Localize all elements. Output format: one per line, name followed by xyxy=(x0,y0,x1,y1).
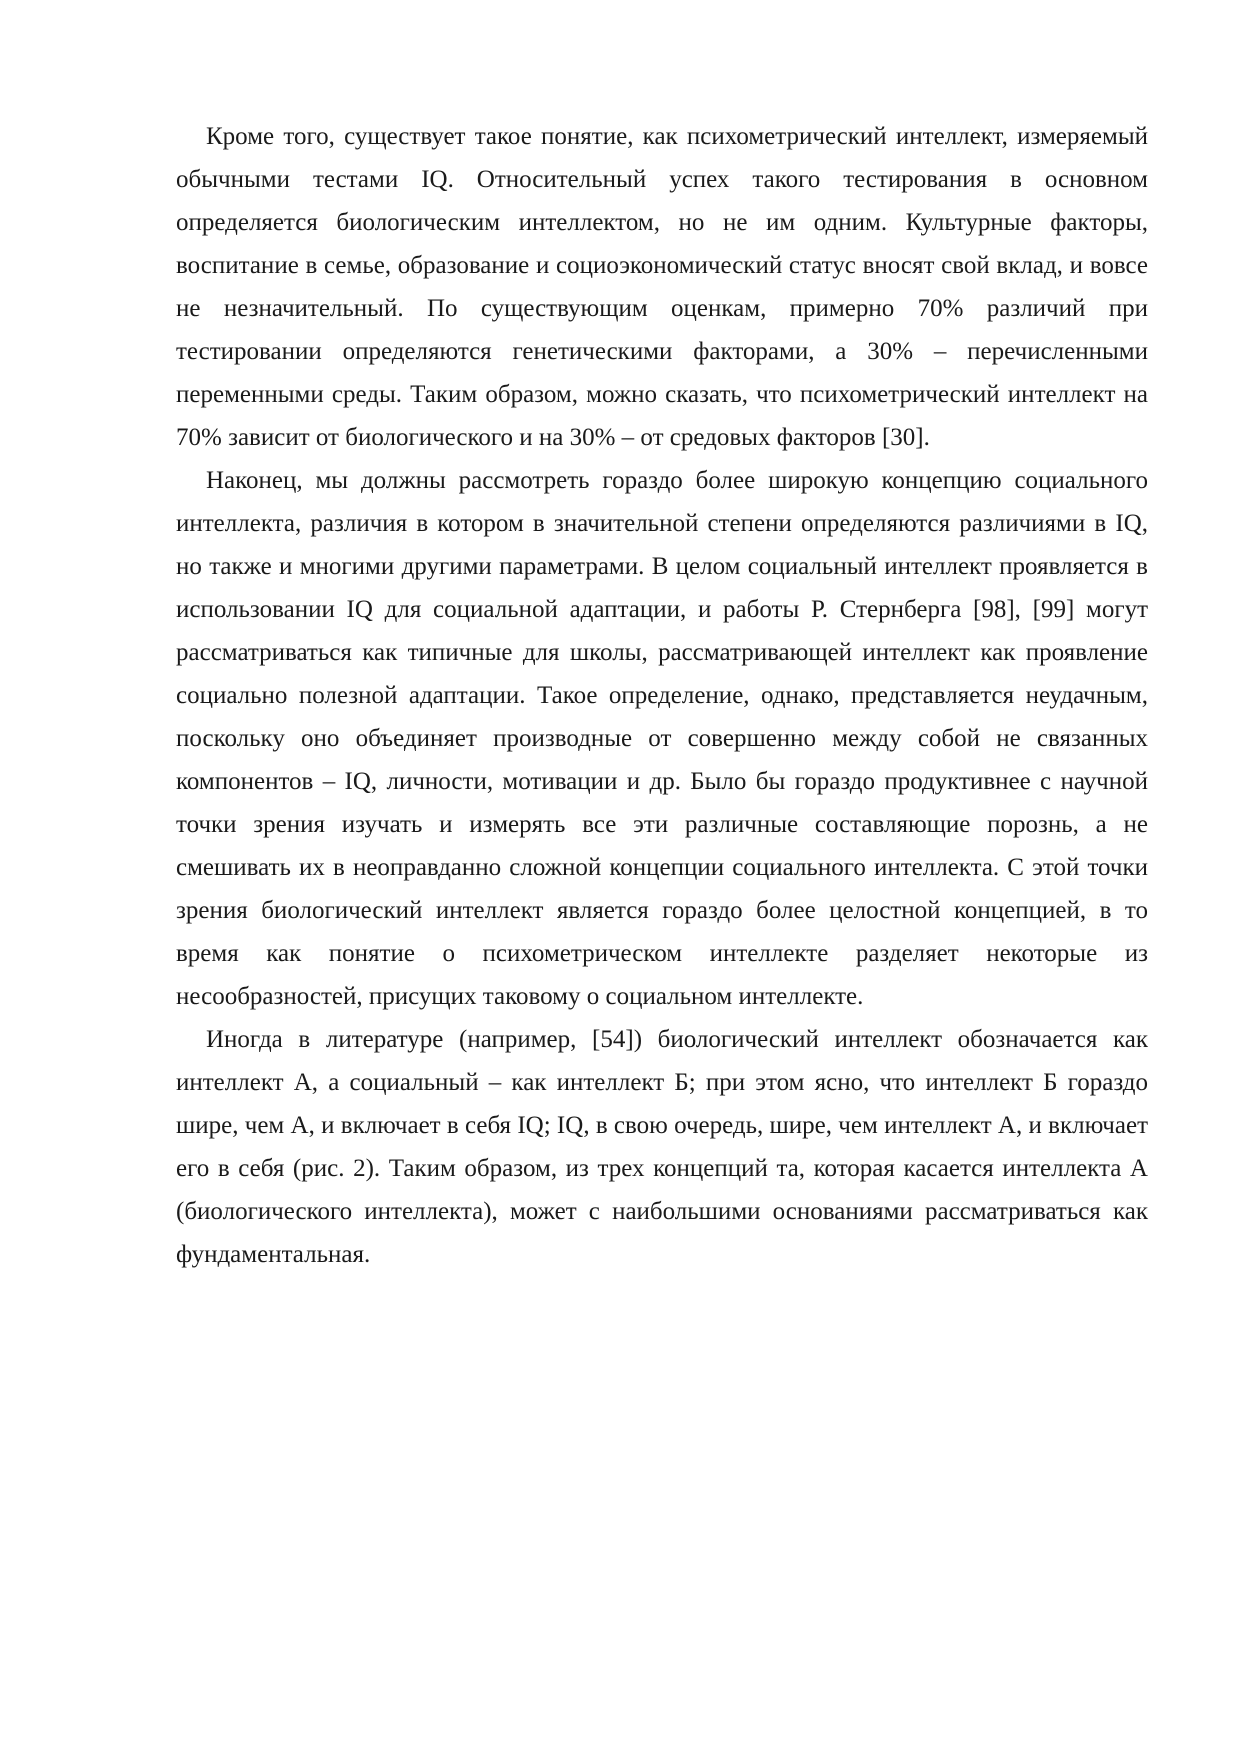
paragraph-social-intelligence: Наконец, мы должны рассмотреть гораздо более широкую концепцию социального интеллекта, различия в котором в значительной степени определяются различиями в IQ, но также и многими другими параметрами. В целом социальный интеллект проявляется в использовании IQ для социальной адаптации, и работы Р. Стернберга [98], [99] могут рассматриваться как типичные для школы, рассматривающей интеллект как проявление социально полезной адаптации. Такое определение, однако, представляется неудачным, поскольку оно объединяет производные от совершенно между собой не связанных компонентов – IQ, личности, мотивации и др. Было бы гораздо продуктивнее с научной точки зрения изучать и измерять все эти различные составляющие порознь, а не смешивать их в неоправданно сложной концепции социального интеллекта. С этой точки зрения биологический интеллект является гораздо более целостной концепцией, в то время как понятие о психометрическом интеллекте разделяет некоторые из несообразностей, присущих таковому о социальном интеллекте. xyxy=(176,467,1148,1010)
paragraph-intelligence-a-b: Иногда в литературе (например, [54]) биологический интеллект обозначается как интеллект А, а социальный – как интеллект Б; при этом ясно, что интеллект Б гораздо шире, чем А, и включает в себя IQ; IQ, в свою очередь, шире, чем интеллект А, и включает его в себя (рис. 2). Таким образом, из трех концепций та, которая касается интеллекта А (биологического интеллекта), может с наибольшими основаниями рассматриваться как фундаментальная. xyxy=(176,1026,1148,1268)
body-text xyxy=(176,115,1148,1276)
paragraph-psychometric-intelligence: Кроме того, существует такое понятие, как психометрический интеллект, измеряемый обычными тестами IQ. Относительный успех такого тестирования в основном определяется биологическим интеллектом, но не им одним. Культурные факторы, воспитание в семье, образование и социоэкономический статус вносят свой вклад, и вовсе не незначительный. По существующим оценкам, примерно 70% различий при тестировании определяются генетическими факторами, а 30% – перечисленными переменными среды. Таким образом, можно сказать, что психометрический интеллект на 70% зависит от биологического и на 30% – от средовых факторов [30]. xyxy=(176,123,1148,451)
